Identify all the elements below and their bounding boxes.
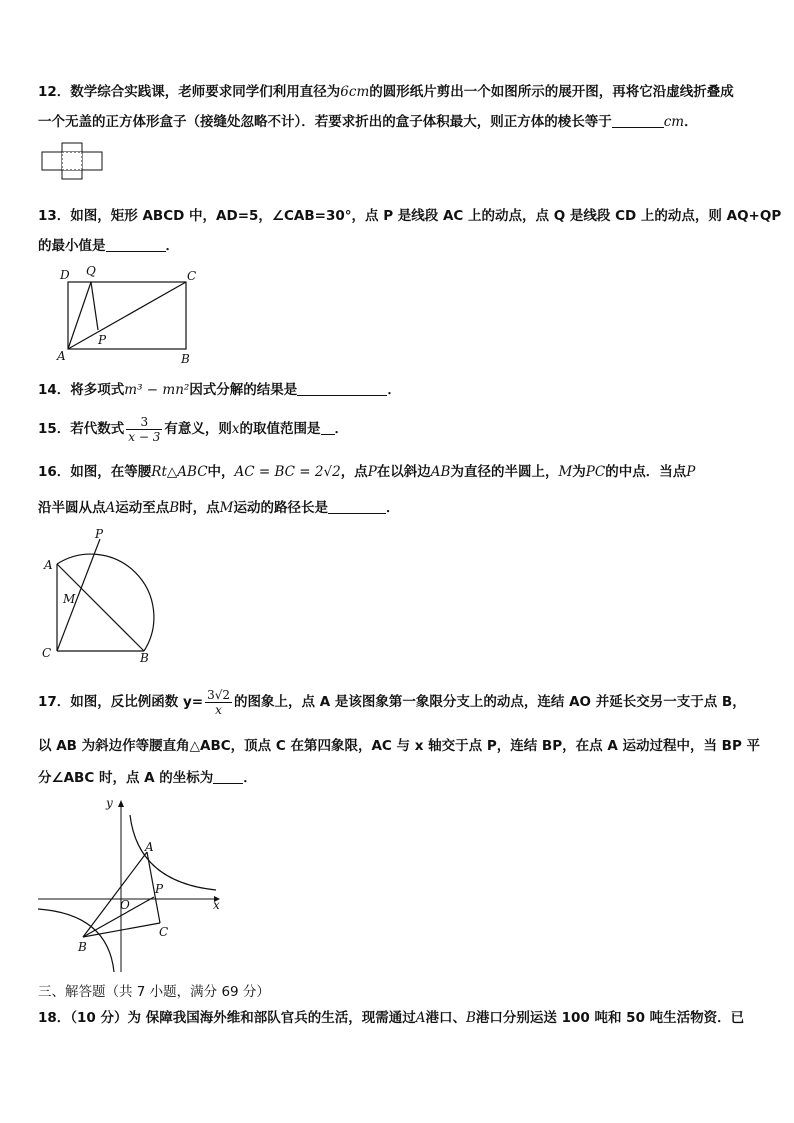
q17-text-b: 的图象上，点 A 是该图象第一象限分支上的动点，连结 AO 并延长交另一支于点 B， bbox=[234, 694, 746, 710]
q16-answer-blank[interactable] bbox=[328, 499, 386, 514]
hypotenuse-ab bbox=[57, 564, 144, 651]
q16-text-2c: 时，点 bbox=[179, 500, 220, 516]
q15-line bbox=[38, 412, 348, 446]
label-a: A bbox=[44, 558, 53, 572]
q16-text-g: 的中点．当点 bbox=[605, 464, 687, 480]
label-b: B bbox=[140, 651, 149, 665]
q15-answer-blank[interactable] bbox=[321, 420, 335, 435]
segment-qp bbox=[91, 282, 98, 330]
q14-answer-blank[interactable] bbox=[297, 381, 387, 396]
q12-text-cont: 的圆形纸片剪出一个如图所示的展开图，再将它沿虚线折叠成 bbox=[369, 84, 734, 100]
q17-text-3: 分∠ABC 时，点 A 的坐标为 bbox=[38, 770, 214, 786]
q18-text: 18．（10 分）为 bbox=[38, 1010, 146, 1026]
q16-text-b: 中， bbox=[207, 464, 235, 480]
q18-b: B bbox=[465, 1010, 476, 1026]
q18-a: A bbox=[415, 1010, 426, 1026]
q17-text-2: 以 AB 为斜边作等腰直角△ABC，顶点 C 在第四象限，AC 与 x 轴交于点 P，连结 BP，在点 A 运动过程中，当 BP 平 bbox=[38, 738, 761, 754]
semicircle-figure bbox=[38, 527, 168, 667]
net-center-square bbox=[62, 152, 82, 170]
q16-p: P bbox=[367, 464, 377, 480]
rectangle-figure bbox=[54, 262, 199, 366]
q12-period: ． bbox=[684, 114, 698, 130]
q16-text-2a: 沿半圆从点 bbox=[38, 500, 106, 516]
q18-text-4: 港口分别运送 100 吨和 50 吨生活物资．已 bbox=[475, 1010, 745, 1026]
diagonal-ac bbox=[68, 282, 186, 349]
q17-line3 bbox=[38, 768, 257, 788]
q18-text-2: 保障我国海外维和部队官兵的生活，现需通过 bbox=[145, 1010, 416, 1026]
q12-unit-cm: cm bbox=[663, 114, 685, 130]
q17-denominator: x bbox=[215, 702, 222, 717]
q16-line2 bbox=[38, 498, 400, 518]
q17-numerator: 3√2 bbox=[207, 687, 231, 702]
q16-text-a: 16．如图，在等腰 bbox=[38, 464, 152, 480]
q15-denominator: x − 3 bbox=[128, 429, 161, 444]
q13-text-2: 的最小值是 bbox=[38, 238, 106, 254]
q12-line2 bbox=[38, 112, 698, 132]
hyperbola-figure bbox=[38, 797, 223, 972]
y-axis-arrow bbox=[118, 800, 124, 807]
label-b: B bbox=[78, 940, 87, 954]
label-a: A bbox=[145, 840, 154, 854]
label-q: Q bbox=[86, 264, 96, 278]
q13-period: ． bbox=[165, 238, 179, 254]
q14-expression: m³ − mn² bbox=[124, 382, 190, 398]
q15-fraction bbox=[126, 415, 162, 444]
q13-text: 13．如图，矩形 ABCD 中，AD=5，∠CAB=30°，点 P 是线段 AC 上的动点，点 Q 是线段 CD 上的动点，则 AQ+QP bbox=[38, 208, 782, 224]
segment-ab bbox=[83, 852, 147, 937]
q12-line1 bbox=[38, 82, 734, 102]
label-c: C bbox=[42, 646, 52, 660]
segment-aq bbox=[68, 282, 91, 349]
q16-text-c: ，点 bbox=[340, 464, 368, 480]
hyperbola-branch-q1 bbox=[130, 815, 216, 890]
label-p: P bbox=[155, 882, 164, 896]
q16-p2: P bbox=[686, 464, 696, 480]
q17-answer-blank[interactable] bbox=[213, 769, 243, 784]
q16-text-d: 在以斜边 bbox=[376, 464, 431, 480]
section-3-title: 三、解答题（共 7 小题，满分 69 分） bbox=[38, 984, 270, 1000]
q17-fraction bbox=[205, 688, 232, 717]
q16-b: B bbox=[169, 500, 180, 516]
q16-text-2d: 运动的路径长是 bbox=[233, 500, 328, 516]
q15-var: x bbox=[231, 421, 240, 437]
label-c: C bbox=[187, 269, 197, 283]
q17-period: ． bbox=[243, 770, 257, 786]
q16-equation: AC = BC = 2√2 bbox=[234, 464, 341, 480]
label-p: P bbox=[95, 527, 104, 541]
label-a: A bbox=[57, 349, 66, 363]
cube-net-figure bbox=[42, 143, 102, 179]
label-m: M bbox=[63, 592, 76, 606]
q16-line1 bbox=[38, 462, 695, 482]
label-y: y bbox=[106, 796, 113, 810]
q14-text-2: 因式分解的结果是 bbox=[189, 382, 298, 398]
q17-line2 bbox=[38, 736, 760, 756]
q16-text-2b: 运动至点 bbox=[115, 500, 170, 516]
q12-text: 12．数学综合实践课，老师要求同学们利用直径为 bbox=[38, 84, 341, 100]
q15-numerator: 3 bbox=[126, 415, 162, 430]
q15-period: ． bbox=[334, 421, 349, 437]
q18-line bbox=[38, 1008, 744, 1028]
q12-unit-diameter: 6cm bbox=[340, 84, 370, 100]
q16-period: ． bbox=[386, 500, 400, 516]
q15-text-3: 的取值范围是 bbox=[239, 421, 321, 437]
hyperbola-branch-q3 bbox=[38, 909, 114, 972]
label-p: P bbox=[98, 333, 107, 347]
label-c: C bbox=[159, 925, 169, 939]
q17-text-a: 17．如图，反比例函数 y= bbox=[38, 694, 204, 710]
label-x: x bbox=[213, 898, 220, 912]
q16-m: M bbox=[558, 464, 573, 480]
label-o: O bbox=[120, 898, 130, 912]
section-3-heading bbox=[38, 982, 270, 1002]
q18-text-3: 港口、 bbox=[425, 1010, 466, 1026]
q16-ab: AB bbox=[430, 464, 451, 480]
q17-line1 bbox=[38, 685, 746, 719]
q13-line2 bbox=[38, 236, 179, 256]
label-d: D bbox=[60, 268, 70, 282]
q15-text: 15．若代数式 bbox=[38, 421, 125, 437]
q16-triangle: Rt△ABC bbox=[151, 464, 208, 480]
q16-a: A bbox=[105, 500, 116, 516]
q14-text: 14．将多项式 bbox=[38, 382, 125, 398]
q14-period: ． bbox=[387, 382, 401, 398]
q16-pc: PC bbox=[585, 464, 606, 480]
q15-text-2: 有意义，则 bbox=[164, 421, 232, 437]
q16-m2: M bbox=[219, 500, 234, 516]
q14-line bbox=[38, 380, 401, 400]
q16-text-f: 为 bbox=[572, 464, 586, 480]
q12-text-2: 一个无盖的正方体形盒子（接缝处忽略不计）．若要求折出的盒子体积最大，则正方体的棱长等于 bbox=[38, 114, 612, 130]
q13-answer-blank[interactable] bbox=[106, 237, 166, 252]
q13-line1 bbox=[38, 206, 781, 226]
q12-answer-blank[interactable] bbox=[612, 113, 664, 128]
q16-text-e: 为直径的半圆上， bbox=[450, 464, 559, 480]
label-b: B bbox=[181, 352, 190, 366]
